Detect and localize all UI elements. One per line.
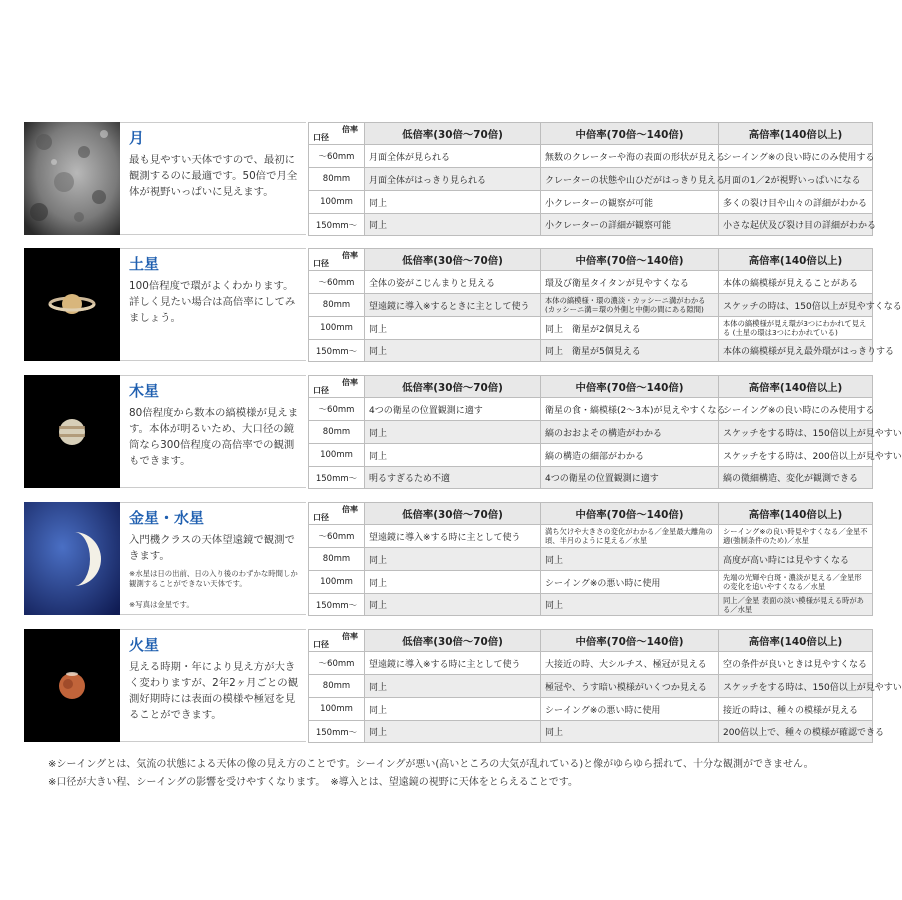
table-row [309,214,873,236]
table-cell: 同上 衛星が5個見える [541,340,719,362]
aperture-cell: 80mm [309,421,365,444]
moon-magnification-table [308,122,877,236]
table-cell: 縞の構造の細部がわかる [541,444,719,467]
table-cell: シーイング※の良い時にのみ使用する [719,398,873,421]
table-cell: 環及び衛星タイタンが見やすくなる [541,271,719,294]
table-cell: 同上 [365,191,541,214]
header-low: 低倍率(30倍～70倍) [365,376,541,398]
table-cell: 本体の縞模様が見え最外環がはっきりする [719,340,873,362]
table-cell: 同上 [365,698,541,721]
table-cell: 望遠鏡に導入※する時に主として使う [365,525,541,548]
table-cell: 同上 [541,721,719,743]
table-cell: 全体の姿がこじんまりと見える [365,271,541,294]
jupiter-description-panel [120,375,306,488]
table-cell: 同上 [365,594,541,616]
table-cell: 本体の縞模様・環の濃淡・カッシーニ溝がわかる (カッシーニ溝＝環の外側と中側の間にある隙間) [541,294,719,317]
object-description: 80倍程度から数本の縞模様が見えます。本体が明るいため、大口径の鏡筒なら300倍程度の高倍率での観測もできます。 [129,407,299,467]
table-corner: 倍率 口径 [309,249,365,271]
aperture-cell: 80mm [309,168,365,191]
photo-note: ※写真は金星です。 [129,600,194,609]
table-cell: 空の条件が良いときは見やすくなる [719,652,873,675]
table-row [309,675,873,698]
aperture-cell: 80mm [309,548,365,571]
table-cell: 同上 [365,548,541,571]
section-saturn [24,248,902,361]
table-row [309,271,873,294]
venus-description-panel [120,502,306,615]
table-row [309,525,873,548]
header-mid: 中倍率(70倍～140倍) [541,249,719,271]
table-cell: 4つの衛星の位置観測に適す [365,398,541,421]
section-jupiter [24,375,902,488]
table-cell: 本体の縞模様が見えることがある [719,271,873,294]
table-cell: 極冠や、うす暗い模様がいくつか見える [541,675,719,698]
table-cell: クレーターの状態や山ひだがはっきり見える [541,168,719,191]
table-row [309,421,873,444]
table-cell: 同上 [541,548,719,571]
object-name: 土星 [129,255,160,273]
table-cell: 同上 [365,571,541,594]
object-description: 最も見やすい天体ですので、最初に観測するのに最適です。50倍で月全体が視野いっぱいに見えます。 [129,154,298,198]
table-row [309,571,873,594]
object-name: 月 [129,129,145,147]
table-cell: 本体の縞模様が見え環が3つにわかれて見える (土星の環は3つにわかれている) [719,317,873,340]
table-cell: 同上 衛星が2個見える [541,317,719,340]
aperture-cell: 150mm～ [309,340,365,362]
table-row [309,317,873,340]
object-description: 入門機クラスの天体望遠鏡で観測できます。 [129,534,295,562]
table-cell: 小クレーターの観察が可能 [541,191,719,214]
table-cell: シーイング※の良い時にのみ使用する [719,145,873,168]
table-cell: 月面の1／2が視野いっぱいになる [719,168,873,191]
table-cell: 同上 [365,675,541,698]
header-low: 低倍率(30倍～70倍) [365,123,541,145]
saturn-magnification-table [308,248,902,362]
aperture-cell: 150mm～ [309,214,365,236]
section-venus-mercury [24,502,872,615]
header-low: 低倍率(30倍～70倍) [365,630,541,652]
jupiter-magnification-table [308,375,902,489]
aperture-cell: 150mm～ [309,594,365,616]
table-cell: スケッチをする時は、200倍以上が見やすい [719,444,873,467]
object-name: 火星 [129,636,160,654]
header-mid: 中倍率(70倍～140倍) [541,503,719,525]
aperture-cell: ～60mm [309,271,365,294]
aperture-cell: ～60mm [309,145,365,168]
header-mid: 中倍率(70倍～140倍) [541,376,719,398]
saturn-description-panel [120,248,306,361]
aperture-cell: 150mm～ [309,721,365,743]
table-cell: 高度が高い時には見やすくなる [719,548,873,571]
header-mid: 中倍率(70倍～140倍) [541,123,719,145]
aperture-cell: ～60mm [309,652,365,675]
table-row [309,294,873,317]
table-cell: 無数のクレーターや海の表面の形状が見える [541,145,719,168]
mars-description-panel [120,629,306,742]
table-row [309,191,873,214]
table-cell: シーイング※の悪い時に使用 [541,571,719,594]
table-cell: スケッチをする時は、150倍以上が見やすい [719,675,873,698]
table-row [309,340,873,362]
table-cell: 満ち欠けや大きさの変化がわかる／金星最大離角の頃、半月のように見える／水星 [541,525,719,548]
table-cell: 同上 [365,340,541,362]
header-high: 高倍率(140倍以上) [719,630,873,652]
table-cell: 同上／金星 表面の淡い模様が見える時がある／水星 [719,594,873,616]
table-row [309,168,873,191]
table-cell: 4つの衛星の位置観測に適す [541,467,719,489]
table-row [309,721,873,743]
table-cell: 同上 [365,214,541,236]
table-cell: 縞のおおよその構造がわかる [541,421,719,444]
object-description: 見える時期・年により見え方が大きく変わりますが、2年2ヶ月ごとの観測好期時には表面の模様や極冠を見ることができます。 [129,661,299,721]
table-cell: 小クレーターの詳細が観察可能 [541,214,719,236]
table-row [309,444,873,467]
object-name: 木星 [129,382,160,400]
table-cell: 小さな起伏及び裂け目の詳細がわかる [719,214,873,236]
table-row [309,594,873,616]
table-row [309,548,873,571]
section-mars [24,629,902,742]
footnote-aperture: ※口径が大きい程、シーイングの影響を受けやすくなります。 ※導入とは、望遠鏡の視野に天体をとらえることです。 [48,777,578,788]
table-cell: 同上 [365,444,541,467]
mercury-note: ※水星は日の出前、日の入り後のわずかな時間しか観測することができない天体です。 [129,569,298,588]
venus-photo [24,502,120,615]
aperture-cell: 100mm [309,444,365,467]
mars-photo [24,629,120,742]
header-high: 高倍率(140倍以上) [719,123,873,145]
aperture-cell: ～60mm [309,525,365,548]
saturn-photo [24,248,120,361]
table-corner: 倍率 口径 [309,503,365,525]
table-row [309,145,873,168]
object-description: 100倍程度で環がよくわかります。詳しく見たい場合は高倍率にしてみましょう。 [129,280,296,324]
table-cell: 同上 [365,721,541,743]
moon-photo [24,122,120,235]
aperture-cell: 100mm [309,317,365,340]
moon-description-panel [120,122,306,235]
table-cell: 多くの裂け目や山々の詳細がわかる [719,191,873,214]
mars-magnification-table [308,629,902,743]
aperture-cell: 100mm [309,191,365,214]
table-cell: 同上 [365,421,541,444]
table-row [309,398,873,421]
table-corner: 倍率 口径 [309,630,365,652]
table-row [309,652,873,675]
footnote-seeing: ※シーイングとは、気流の状態による天体の像の見え方のことです。シーイングが悪い(高いところの大気が乱れている)と像がゆらゆら揺れて、十分な観測ができません。 [48,759,814,770]
table-cell: 望遠鏡に導入※するときに主として使う [365,294,541,317]
header-high: 高倍率(140倍以上) [719,249,873,271]
table-corner: 倍率 口径 [309,123,365,145]
object-name: 金星・水星 [129,509,205,527]
table-cell: 望遠鏡に導入※する時に主として使う [365,652,541,675]
table-cell: 先端の光輝や白斑・濃淡が見える／金星形の変化を追いやすくなる／水星 [719,571,873,594]
table-cell: 大接近の時、大シルチス、極冠が見える [541,652,719,675]
table-cell: シーイング※の良い時見やすくなる／金星不適(強制条件のため)／水星 [719,525,873,548]
table-row [309,698,873,721]
table-cell: 月面全体が見られる [365,145,541,168]
table-cell: シーイング※の悪い時に使用 [541,698,719,721]
venus-magnification-table [308,502,873,616]
table-cell: 同上 [541,594,719,616]
header-high: 高倍率(140倍以上) [719,376,873,398]
table-cell: 縞の微細構造、変化が観測できる [719,467,873,489]
table-cell: 明るすぎるため不適 [365,467,541,489]
aperture-cell: 100mm [309,698,365,721]
header-low: 低倍率(30倍～70倍) [365,503,541,525]
table-cell: 200倍以上で、種々の模様が確認できる [719,721,873,743]
aperture-cell: 80mm [309,294,365,317]
aperture-cell: 150mm～ [309,467,365,489]
header-mid: 中倍率(70倍～140倍) [541,630,719,652]
aperture-cell: 100mm [309,571,365,594]
header-low: 低倍率(30倍～70倍) [365,249,541,271]
table-cell: スケッチをする時は、150倍以上が見やすい [719,421,873,444]
jupiter-photo [24,375,120,488]
table-cell: スケッチの時は、150倍以上が見やすくなる [719,294,873,317]
table-cell: 衛星の食・縞模様(2～3本)が見えやすくなる [541,398,719,421]
table-cell: 同上 [365,317,541,340]
section-moon [24,122,877,235]
header-high: 高倍率(140倍以上) [719,503,873,525]
aperture-cell: ～60mm [309,398,365,421]
table-corner: 倍率 口径 [309,376,365,398]
table-cell: 月面全体がはっきり見られる [365,168,541,191]
table-cell: 接近の時は、種々の模様が見える [719,698,873,721]
table-row [309,467,873,489]
aperture-cell: 80mm [309,675,365,698]
